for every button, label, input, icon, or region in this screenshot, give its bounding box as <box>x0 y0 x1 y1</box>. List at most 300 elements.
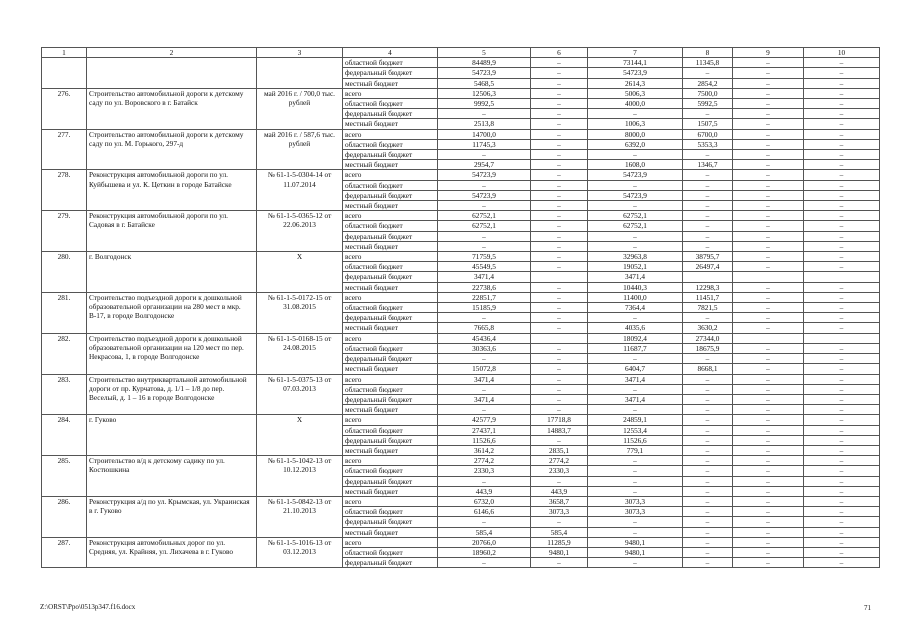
amount-cell: 38795,7 <box>683 252 733 262</box>
amount-cell: – <box>733 211 804 221</box>
amount-cell: 11451,7 <box>683 292 733 302</box>
amount-cell: – <box>683 507 733 517</box>
amount-cell: – <box>804 394 880 404</box>
amount-cell: – <box>733 374 804 384</box>
amount-cell: 3073,3 <box>588 496 683 506</box>
item-number: 281. <box>42 292 87 333</box>
amount-cell: – <box>588 405 683 415</box>
funding-source: областной бюджет <box>343 139 438 149</box>
amount-cell: – <box>588 354 683 364</box>
amount-cell: – <box>733 384 804 394</box>
amount-cell: – <box>438 313 531 323</box>
item-number: 283. <box>42 374 87 415</box>
amount-cell: – <box>683 425 733 435</box>
amount-cell: – <box>804 241 880 251</box>
amount-cell: – <box>733 221 804 231</box>
item-number: 277. <box>42 129 87 170</box>
funding-source: областной бюджет <box>343 384 438 394</box>
amount-cell: 1608,0 <box>588 160 683 170</box>
amount-cell: 5353,3 <box>683 139 733 149</box>
amount-cell: 26497,4 <box>683 262 733 272</box>
amount-cell: 24859,1 <box>588 415 683 425</box>
amount-cell: – <box>804 99 880 109</box>
funding-source: всего <box>343 496 438 506</box>
amount-cell: – <box>733 58 804 68</box>
funding-source: федеральный бюджет <box>343 517 438 527</box>
funding-source: местный бюджет <box>343 323 438 333</box>
amount-cell: – <box>683 221 733 231</box>
amount-cell: – <box>733 129 804 139</box>
amount-cell: – <box>804 425 880 435</box>
funding-source: местный бюджет <box>343 282 438 292</box>
document-reference: № 61-1-5-0375-13 от 07.03.2013 <box>257 374 343 415</box>
amount-cell: – <box>683 537 733 547</box>
item-number: 284. <box>42 415 87 456</box>
amount-cell: 3614,2 <box>438 445 531 455</box>
amount-cell: 73144,1 <box>588 58 683 68</box>
amount-cell: – <box>733 139 804 149</box>
table-row <box>42 292 880 302</box>
funding-source: всего <box>343 88 438 98</box>
amount-cell: 7500,0 <box>683 88 733 98</box>
amount-cell: 4000,0 <box>588 99 683 109</box>
amount-cell: – <box>733 425 804 435</box>
amount-cell: 6700,0 <box>683 129 733 139</box>
amount-cell: 11687,7 <box>588 343 683 353</box>
amount-cell: 3073,3 <box>588 507 683 517</box>
amount-cell: 11526,6 <box>588 435 683 445</box>
amount-cell: – <box>733 68 804 78</box>
amount-cell: – <box>683 201 733 211</box>
amount-cell: – <box>588 558 683 568</box>
amount-cell: – <box>804 201 880 211</box>
amount-cell: – <box>804 445 880 455</box>
amount-cell: – <box>804 415 880 425</box>
amount-cell: – <box>588 231 683 241</box>
amount-cell: – <box>733 354 804 364</box>
amount-cell: – <box>733 435 804 445</box>
amount-cell: – <box>683 527 733 537</box>
amount-cell: – <box>683 68 733 78</box>
amount-cell: 6732,0 <box>438 496 531 506</box>
amount-cell: 3471,4 <box>588 374 683 384</box>
amount-cell: – <box>588 466 683 476</box>
amount-cell: 7821,5 <box>683 303 733 313</box>
amount-cell: – <box>804 486 880 496</box>
amount-cell: – <box>683 170 733 180</box>
amount-cell: 6404,7 <box>588 364 683 374</box>
amount-cell: – <box>531 476 588 486</box>
amount-cell: – <box>804 466 880 476</box>
amount-cell: – <box>531 405 588 415</box>
amount-cell: 3471,4 <box>588 272 683 282</box>
funding-source: федеральный бюджет <box>343 150 438 160</box>
amount-cell: 54723,9 <box>588 68 683 78</box>
funding-source: местный бюджет <box>343 486 438 496</box>
amount-cell: – <box>531 374 588 384</box>
amount-cell: – <box>588 201 683 211</box>
table-row <box>42 537 880 547</box>
object-name <box>87 58 257 89</box>
amount-cell: 11400,0 <box>588 292 683 302</box>
amount-cell: – <box>683 415 733 425</box>
amount-cell: 14883,7 <box>531 425 588 435</box>
amount-cell: – <box>804 343 880 353</box>
funding-source: всего <box>343 456 438 466</box>
header-cell: 4 <box>343 48 438 58</box>
amount-cell: – <box>804 109 880 119</box>
amount-cell: 585,4 <box>438 527 531 537</box>
funding-source: федеральный бюджет <box>343 313 438 323</box>
amount-cell: – <box>683 150 733 160</box>
amount-cell: – <box>733 201 804 211</box>
amount-cell: – <box>531 109 588 119</box>
item-number: 278. <box>42 170 87 211</box>
amount-cell: – <box>804 323 880 333</box>
amount-cell: – <box>733 252 804 262</box>
amount-cell: 22738,6 <box>438 282 531 292</box>
amount-cell: 20766,0 <box>438 537 531 547</box>
amount-cell: – <box>531 303 588 313</box>
budget-table <box>41 47 880 568</box>
amount-cell: – <box>804 180 880 190</box>
document-reference <box>257 58 343 89</box>
amount-cell: – <box>438 201 531 211</box>
amount-cell: – <box>683 354 733 364</box>
table-row <box>42 333 880 343</box>
amount-cell: – <box>531 211 588 221</box>
amount-cell: – <box>733 507 804 517</box>
funding-source: всего <box>343 374 438 384</box>
amount-cell: 8000,0 <box>588 129 683 139</box>
amount-cell: 443,9 <box>531 486 588 496</box>
amount-cell: – <box>733 445 804 455</box>
amount-cell: – <box>804 303 880 313</box>
amount-cell: – <box>588 384 683 394</box>
funding-source: областной бюджет <box>343 466 438 476</box>
amount-cell: 45436,4 <box>438 333 531 343</box>
amount-cell: – <box>531 150 588 160</box>
amount-cell: – <box>531 364 588 374</box>
amount-cell: 12553,4 <box>588 425 683 435</box>
amount-cell: – <box>531 88 588 98</box>
header-row <box>42 48 880 58</box>
amount-cell: – <box>733 262 804 272</box>
funding-source: областной бюджет <box>343 262 438 272</box>
amount-cell: 62752,1 <box>588 221 683 231</box>
amount-cell: – <box>804 68 880 78</box>
document-reference: № 61-1-5-0842-13 от 21.10.2013 <box>257 496 343 537</box>
amount-cell: – <box>683 517 733 527</box>
amount-cell: – <box>733 486 804 496</box>
amount-cell: – <box>438 517 531 527</box>
amount-cell: 2774,2 <box>438 456 531 466</box>
amount-cell: 54723,9 <box>588 190 683 200</box>
amount-cell: – <box>804 150 880 160</box>
amount-cell: 62752,1 <box>438 221 531 231</box>
amount-cell: – <box>683 405 733 415</box>
funding-source: местный бюджет <box>343 119 438 129</box>
amount-cell: 11745,3 <box>438 139 531 149</box>
funding-source: местный бюджет <box>343 364 438 374</box>
document-reference: Х <box>257 252 343 293</box>
amount-cell: – <box>531 160 588 170</box>
document-reference: № 61-1-5-0172-15 от 31.08.2015 <box>257 292 343 333</box>
amount-cell: – <box>531 221 588 231</box>
funding-source: федеральный бюджет <box>343 558 438 568</box>
funding-source: всего <box>343 252 438 262</box>
amount-cell: – <box>733 292 804 302</box>
amount-cell: 10440,3 <box>588 282 683 292</box>
amount-cell: – <box>733 364 804 374</box>
amount-cell <box>531 272 588 282</box>
item-number <box>42 58 87 89</box>
item-number: 282. <box>42 333 87 374</box>
amount-cell: – <box>683 313 733 323</box>
amount-cell: – <box>733 496 804 506</box>
object-name: Реконструкция автомобильной дороги по ул. Куйбышева и ул. К. Цеткин в городе Батайске <box>87 170 257 211</box>
amount-cell: – <box>804 496 880 506</box>
funding-source: местный бюджет <box>343 527 438 537</box>
amount-cell: – <box>804 160 880 170</box>
amount-cell: – <box>438 354 531 364</box>
header-cell: 2 <box>87 48 257 58</box>
amount-cell: 7665,8 <box>438 323 531 333</box>
amount-cell: 7364,4 <box>588 303 683 313</box>
amount-cell: – <box>683 180 733 190</box>
amount-cell: – <box>733 527 804 537</box>
amount-cell: 18960,2 <box>438 547 531 557</box>
amount-cell: 27344,0 <box>683 333 733 343</box>
amount-cell: 30363,6 <box>438 343 531 353</box>
amount-cell: – <box>804 292 880 302</box>
amount-cell: – <box>438 405 531 415</box>
funding-source: местный бюджет <box>343 201 438 211</box>
amount-cell: 3471,4 <box>438 374 531 384</box>
amount-cell <box>733 333 804 343</box>
amount-cell: – <box>531 252 588 262</box>
table-row <box>42 129 880 139</box>
amount-cell: 62752,1 <box>438 211 531 221</box>
amount-cell: – <box>683 547 733 557</box>
object-name: Строительство в/д к детскому садику по ул. Костюшкина <box>87 456 257 497</box>
amount-cell: 9992,5 <box>438 99 531 109</box>
amount-cell: – <box>438 109 531 119</box>
amount-cell: 84489,9 <box>438 58 531 68</box>
object-name: Строительство автомобильной дороги к детскому саду по ул. М. Горького, 297-д <box>87 129 257 170</box>
table-row <box>42 415 880 425</box>
amount-cell: – <box>733 160 804 170</box>
item-number: 276. <box>42 88 87 129</box>
amount-cell: 3658,7 <box>531 496 588 506</box>
amount-cell: 5006,3 <box>588 88 683 98</box>
amount-cell: – <box>531 262 588 272</box>
funding-source: областной бюджет <box>343 507 438 517</box>
document-reference: № 61-1-5-0168-15 от 24.08.2015 <box>257 333 343 374</box>
amount-cell: – <box>588 241 683 251</box>
amount-cell: – <box>733 303 804 313</box>
amount-cell: 54723,9 <box>438 68 531 78</box>
funding-source: всего <box>343 333 438 343</box>
amount-cell <box>531 333 588 343</box>
amount-cell: – <box>531 394 588 404</box>
amount-cell: 443,9 <box>438 486 531 496</box>
funding-source: федеральный бюджет <box>343 109 438 119</box>
amount-cell: – <box>733 150 804 160</box>
amount-cell: – <box>588 109 683 119</box>
amount-cell: 2513,8 <box>438 119 531 129</box>
amount-cell: – <box>531 517 588 527</box>
object-name: г. Волгодонск <box>87 252 257 293</box>
amount-cell: – <box>804 364 880 374</box>
amount-cell: 1006,3 <box>588 119 683 129</box>
amount-cell: – <box>733 394 804 404</box>
document-page <box>41 47 879 568</box>
amount-cell: – <box>733 343 804 353</box>
funding-source: федеральный бюджет <box>343 231 438 241</box>
funding-source: областной бюджет <box>343 221 438 231</box>
amount-cell: – <box>588 313 683 323</box>
amount-cell: – <box>733 109 804 119</box>
amount-cell: – <box>804 88 880 98</box>
header-cell: 3 <box>257 48 343 58</box>
funding-source: всего <box>343 292 438 302</box>
amount-cell: – <box>438 476 531 486</box>
funding-source: федеральный бюджет <box>343 435 438 445</box>
amount-cell: – <box>531 241 588 251</box>
amount-cell: 9480,1 <box>531 547 588 557</box>
amount-cell: – <box>438 384 531 394</box>
object-name: Строительство подъездной дороги к дошкольной образовательной организации на 280 мест в мкр. В-17, в городе Волгодонске <box>87 292 257 333</box>
header-cell: 8 <box>683 48 733 58</box>
amount-cell: 11345,8 <box>683 58 733 68</box>
table-row <box>42 58 880 68</box>
amount-cell: 18675,9 <box>683 343 733 353</box>
amount-cell: – <box>588 486 683 496</box>
amount-cell: – <box>804 517 880 527</box>
amount-cell: – <box>588 517 683 527</box>
object-name: Реконструкция автомобильных дорог по ул. Средняя, ул. Крайняя, ул. Лихачева в г. Гуково <box>87 537 257 568</box>
amount-cell: 5468,5 <box>438 78 531 88</box>
amount-cell: 3471,4 <box>588 394 683 404</box>
header-cell: 9 <box>733 48 804 58</box>
amount-cell: 17718,8 <box>531 415 588 425</box>
amount-cell: – <box>804 374 880 384</box>
amount-cell: – <box>531 139 588 149</box>
document-reference: № 61-1-5-1042-13 от 10.12.2013 <box>257 456 343 497</box>
amount-cell: – <box>804 313 880 323</box>
amount-cell: – <box>804 231 880 241</box>
amount-cell: – <box>733 558 804 568</box>
funding-source: местный бюджет <box>343 78 438 88</box>
amount-cell: 15185,9 <box>438 303 531 313</box>
amount-cell: 62752,1 <box>588 211 683 221</box>
amount-cell: – <box>804 221 880 231</box>
amount-cell: – <box>733 476 804 486</box>
amount-cell: – <box>531 68 588 78</box>
amount-cell: – <box>804 405 880 415</box>
funding-source: федеральный бюджет <box>343 354 438 364</box>
amount-cell: – <box>531 170 588 180</box>
amount-cell: – <box>531 282 588 292</box>
amount-cell: 2835,1 <box>531 445 588 455</box>
table-row <box>42 456 880 466</box>
amount-cell: – <box>588 180 683 190</box>
amount-cell: – <box>438 241 531 251</box>
amount-cell: – <box>804 119 880 129</box>
funding-source: областной бюджет <box>343 180 438 190</box>
amount-cell: – <box>804 527 880 537</box>
amount-cell: – <box>531 119 588 129</box>
amount-cell: 6146,6 <box>438 507 531 517</box>
amount-cell: 12506,3 <box>438 88 531 98</box>
amount-cell: – <box>804 456 880 466</box>
table-row <box>42 374 880 384</box>
amount-cell: 32963,8 <box>588 252 683 262</box>
amount-cell: 27437,1 <box>438 425 531 435</box>
funding-source: всего <box>343 170 438 180</box>
amount-cell: – <box>683 231 733 241</box>
amount-cell: 2854,2 <box>683 78 733 88</box>
amount-cell: – <box>804 537 880 547</box>
amount-cell: 71759,5 <box>438 252 531 262</box>
funding-source: местный бюджет <box>343 241 438 251</box>
amount-cell: 19052,1 <box>588 262 683 272</box>
amount-cell: – <box>531 354 588 364</box>
amount-cell: 11285,9 <box>531 537 588 547</box>
funding-source: местный бюджет <box>343 445 438 455</box>
amount-cell: – <box>733 547 804 557</box>
table-row <box>42 496 880 506</box>
amount-cell: – <box>733 119 804 129</box>
amount-cell: – <box>531 129 588 139</box>
amount-cell: 42577,9 <box>438 415 531 425</box>
item-number: 287. <box>42 537 87 568</box>
amount-cell: – <box>588 476 683 486</box>
amount-cell: – <box>531 99 588 109</box>
amount-cell: – <box>804 547 880 557</box>
amount-cell: – <box>531 180 588 190</box>
amount-cell: – <box>531 292 588 302</box>
amount-cell: – <box>683 435 733 445</box>
footer-file-path: Z:\ORST\Ppo\0513p347.f16.docx <box>40 603 136 611</box>
document-reference: май 2016 г. / 587,6 тыс. рублей <box>257 129 343 170</box>
amount-cell: – <box>588 150 683 160</box>
amount-cell <box>733 272 804 282</box>
amount-cell: – <box>438 150 531 160</box>
amount-cell: – <box>733 282 804 292</box>
amount-cell: – <box>683 445 733 455</box>
amount-cell: – <box>531 201 588 211</box>
amount-cell: 5992,5 <box>683 99 733 109</box>
amount-cell: 54723,9 <box>438 170 531 180</box>
amount-cell: 3471,4 <box>438 272 531 282</box>
amount-cell: – <box>683 384 733 394</box>
amount-cell: 54723,9 <box>438 190 531 200</box>
amount-cell: – <box>733 231 804 241</box>
document-reference: № 61-1-5-1016-13 от 03.12.2013 <box>257 537 343 568</box>
amount-cell: – <box>804 282 880 292</box>
amount-cell: – <box>588 456 683 466</box>
funding-source: областной бюджет <box>343 425 438 435</box>
funding-source: областной бюджет <box>343 343 438 353</box>
funding-source: федеральный бюджет <box>343 190 438 200</box>
amount-cell: – <box>531 313 588 323</box>
amount-cell: 2614,3 <box>588 78 683 88</box>
amount-cell: – <box>804 262 880 272</box>
amount-cell: – <box>804 252 880 262</box>
amount-cell: – <box>733 537 804 547</box>
